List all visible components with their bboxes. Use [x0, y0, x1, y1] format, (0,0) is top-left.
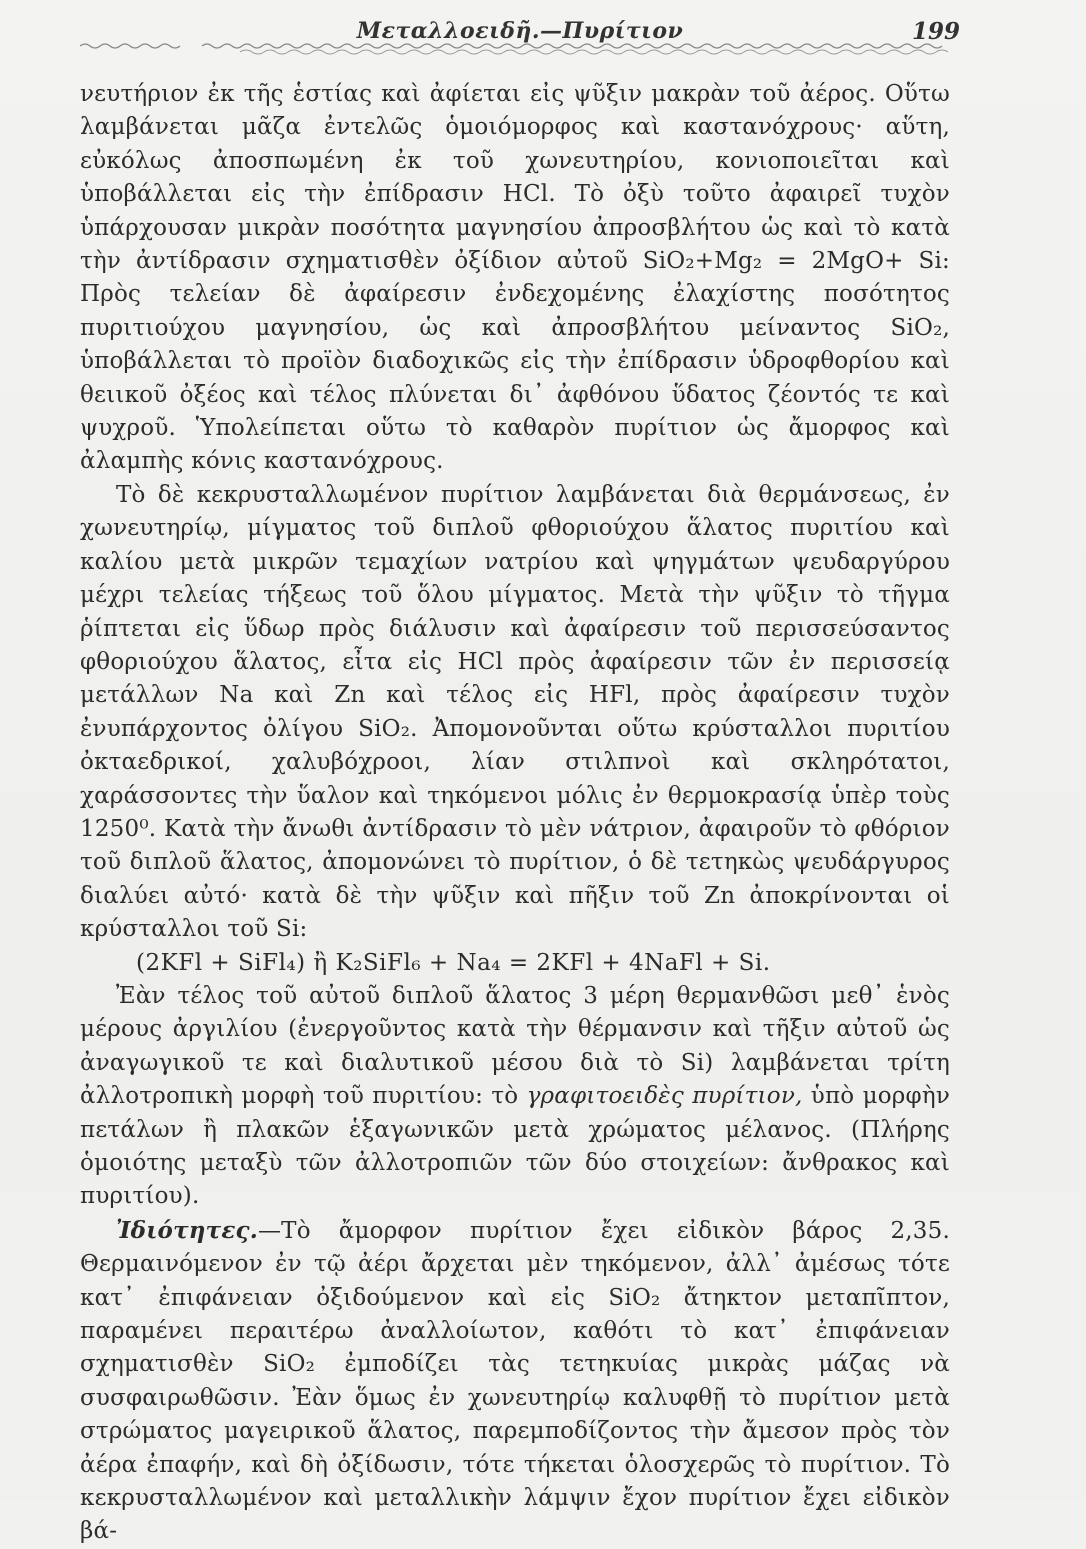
section-heading-properties: Ἰδιότητες.: [116, 1216, 258, 1244]
paragraph-4: [80, 1214, 950, 1549]
paragraph-2: Τὸ δὲ κεκρυσταλλωμένον πυρίτιον λαμβάνεται διὰ θερμάνσεως, ἐν χωνευτηρίῳ, μίγματος τοῦ διπλοῦ φθοριούχου ἅλατος πυριτίου καὶ καλίου μετὰ μικρῶν τεμαχίων νατρίου καὶ ψηγμάτων ψευδαργύρου μέχρι τελείας τήξεως τοῦ ὅλου μίγματος. Μετὰ τὴν ψῦξιν τὸ τῆγμα ῥίπτεται εἰς ὕδωρ πρὸς διάλυσιν καὶ ἀφαίρεσιν τοῦ περισσεύσαντος φθοριούχου ἅλατος, εἶτα εἰς HCl πρὸς ἀφαίρεσιν τῶν ἐν περισσείᾳ μετάλλων Na καὶ Zn καὶ τέλος εἰς HFl, πρὸς ἀφαίρεσιν τυχὸν ἐνυπάρχοντος ὀλίγου SiO₂. Ἀπομονοῦνται οὕτω κρύσταλλοι πυριτίου ὀκταεδρικοί, χαλυβόχροοι, λίαν στιλπνοὶ καὶ σκληρότατοι, χαράσσοντες τὴν ὕαλον καὶ τηκόμενοι μόλις ἐν θερμοκρασίᾳ ὑπὲρ τοὺς 1250⁰. Κατὰ τὴν ἄνωθι ἀντίδρασιν τὸ μὲν νάτριον, ἀφαιροῦν τὸ φθόριον τοῦ διπλοῦ ἅλατος, ἀπομονώνει τὸ πυρίτιον, ὁ δὲ τετηκὼς ψευδάργυρος διαλύει αὐτό· κατὰ δὲ τὴν ψῦξιν καὶ πῆξιν τοῦ Zn ἀποκρίνονται οἱ κρύσταλλοι τοῦ Si:: [80, 481, 950, 943]
running-title: Μεταλλοειδῆ.—Πυρίτιον: [356, 18, 684, 44]
graphitoid-silicon-term: γραφιτοειδὲς πυρίτιον,: [526, 1083, 803, 1110]
paragraph-3-text-a: Ἐὰν τέλος τοῦ αὐτοῦ διπλοῦ ἅλατος 3 μέρη θερμανθῶσι μεθ᾽ ἑνὸς μέρους ἀργιλίου (ἐνεργοῦντος κατὰ τὴν θέρμανσιν καὶ τῆξιν αὐτοῦ ὡς ἀναγωγικοῦ τε καὶ διαλυτικοῦ μέσου διὰ τὸ Si) λαμβάνεται τρίτη ἀλλοτροπικὴ μορφὴ τοῦ πυριτίου: τὸ: [80, 982, 950, 1110]
chemical-equation: (2KFl + SiFl₄) ἢ K₂SiFl₆ + Na₄ = 2KFl + 4NaFl + Si.: [136, 949, 771, 976]
paragraph-4-text: —Τὸ ἄμορφον πυρίτιον ἔχει εἰδικὸν βάρος 2,35. Θερμαινόμενον ἐν τῷ ἀέρι ἄρχεται μὲν τηκόμενον, ἀλλ᾽ ἀμέσως τότε κατ᾽ ἐπιφάνειαν ὀξιδούμενον καὶ εἰς SiO₂ ἄτηκτον μεταπῖπτον, παραμένει περαιτέρω ἀναλλοίωτον, καθότι τὸ κατ᾽ ἐπιφάνειαν σχηματισθὲν SiO₂ ἐμποδίζει τὰς τετηκυίας μικρὰς μάζας νὰ συσφαιρωθῶσιν. Ἐὰν ὅμως ἐν χωνευτηρίῳ καλυφθῇ τὸ πυρίτιον μετὰ στρώματος μαγειρικοῦ ἅλατος, παρεμποδίζοντος τὴν ἄμεσον πρὸς τὸν ἀέρα ἐπαφήν, καὶ δὴ ὀξίδωσιν, τότε τήκεται ὁλοσχερῶς τὸ πυρίτιον. Τὸ κεκρυσταλλωμένον καὶ μεταλλικὴν λάμψιν ἔχον πυρίτιον ἔχει εἰδικὸν βά-: [80, 1217, 950, 1545]
page-number: 199: [911, 18, 960, 45]
paragraph-3-text-b: ὑπὸ μορφὴν πετάλων ἢ πλακῶν ἑξαγωνικῶν μετὰ χρώματος μέλανος. (Πλήρης ὁμοιότης μεταξὺ τῶν ἀλλοτροπιῶν τῶν δύο στοιχείων: ἄνθρακος καὶ πυριτίου).: [80, 1083, 950, 1210]
header-wavy-rule: [80, 40, 950, 60]
paragraph-3: [80, 980, 950, 1214]
body-text: [80, 78, 950, 1549]
paragraph-1: νευτήριον ἐκ τῆς ἑστίας καὶ ἀφίεται εἰς ψῦξιν μακρὰν τοῦ ἀέρος. Οὕτω λαμβάνεται μᾶζα ἐντελῶς ὁμοιόμορφος καὶ καστανόχρους· αὕτη, εὐκόλως ἀποσπωμένη ἐκ τοῦ χωνευτηρίου, κονιοποιεῖται καὶ ὑποβάλλεται εἰς τὴν ἐπίδρασιν HCl. Τὸ ὀξὺ τοῦτο ἀφαιρεῖ τυχὸν ὑπάρχουσαν μικρὰν ποσότητα μαγνησίου ἀπροσβλήτου ὡς καὶ τὸ κατὰ τὴν ἀντίδρασιν σχηματισθὲν ὀξίδιον αὐτοῦ SiO₂+Mg₂ = 2MgO+ Si: Πρὸς τελείαν δὲ ἀφαίρεσιν ἐνδεχομένης ἐλαχίστης ποσότητος πυριτιούχου μαγνησίου, ὡς καὶ ἀπροσβλήτου μείναντος SiO₂, ὑποβάλλεται τὸ προϊὸν διαδοχικῶς εἰς τὴν ἐπίδρασιν ὑδροφθορίου καὶ θειικοῦ ὀξέος καὶ τέλος πλύνεται δι᾽ ἀφθόνου ὕδατος ζέοντός τε καὶ ψυχροῦ. Ὑπολείπεται οὕτω τὸ καθαρὸν πυρίτιον ὡς ἄμορφος καὶ ἀλαμπὴς κόνις καστανόχρους.: [80, 81, 950, 475]
